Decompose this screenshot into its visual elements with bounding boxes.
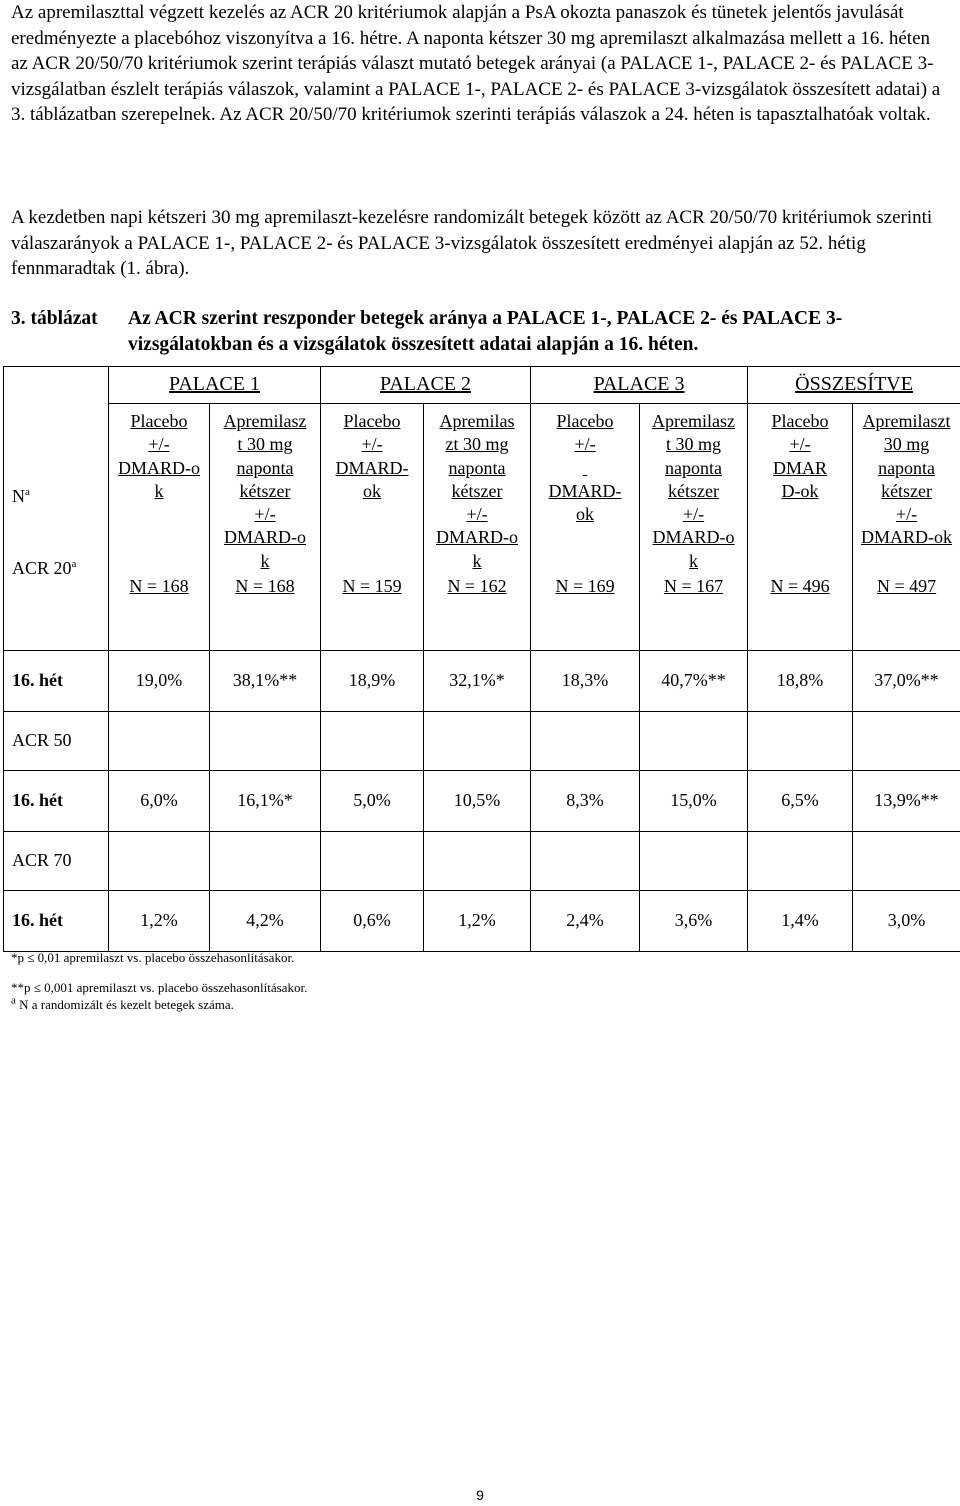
response-rate-cell: 1,2% [109, 891, 210, 952]
row-label-n: $N^a$ [12, 486, 30, 506]
arm-header-8 [853, 404, 960, 651]
response-rate-cell: 3,6% [640, 891, 748, 952]
arm-header-line: t 30 mg [666, 434, 722, 455]
response-rate-cell: 6,5% [748, 771, 853, 832]
response-rate-cell: 4,2% [210, 891, 321, 952]
arm-header-line: naponta [236, 457, 294, 478]
arm-header-line: DMARD-ok [861, 527, 953, 548]
group-header-palace-3: PALACE 3 [531, 367, 748, 404]
arm-header-line: Placebo [130, 411, 188, 431]
arm-header-line: +/- [466, 504, 488, 525]
response-rate-cell: 18,9% [321, 651, 424, 712]
response-rate-cell: 37,0%** [853, 651, 960, 712]
response-rate-cell: 1,4% [748, 891, 853, 952]
arm-header-line: +/- [574, 434, 596, 455]
page-number: 9 [476, 1487, 484, 1503]
arm-header-line: 30 mg [883, 434, 930, 455]
table-row [4, 891, 960, 952]
empty-cell [531, 832, 640, 891]
arm-header-line: DMARD- [548, 480, 622, 501]
response-rate-cell: 1,2% [424, 891, 531, 952]
arm-header-line: DMARD-o [652, 527, 735, 548]
arm-n-value: N = 496 [770, 576, 830, 596]
response-rate-cell: 15,0% [640, 771, 748, 832]
empty-cell [748, 712, 853, 771]
arm-header-line: Placebo [771, 411, 829, 431]
row-week-label: 16. hét [4, 771, 109, 832]
empty-cell [853, 832, 960, 891]
arm-header-line: Placebo [556, 411, 614, 431]
table-arm-header-row [4, 404, 960, 651]
arm-header-line: +/- [682, 504, 705, 525]
arm-header-line: DMARD-o [117, 457, 200, 478]
response-rate-cell: 6,0% [109, 771, 210, 832]
response-rate-cell: 18,3% [531, 651, 640, 712]
arm-n-value: N = 168 [129, 576, 189, 596]
empty-cell [531, 712, 640, 771]
response-rate-cell: 16,1%* [210, 771, 321, 832]
empty-cell [640, 832, 748, 891]
table-caption-number: 3. táblázat [11, 308, 98, 329]
arm-header-line: +/- [361, 434, 383, 455]
response-rate-cell: 19,0% [109, 651, 210, 712]
arm-header-line: DMAR [773, 457, 828, 478]
section-label: ACR 70 [4, 832, 109, 891]
arm-header-line: kétszer [451, 480, 503, 501]
arm-n-value: N = 168 [235, 576, 295, 596]
row-label-acr20: ACR 20$^a$ [12, 558, 77, 578]
response-rate-cell: 18,8% [748, 651, 853, 712]
response-rate-cell: 2,4% [531, 891, 640, 952]
arm-header-line: +/- [895, 504, 918, 525]
arm-header-line: +/- [148, 434, 170, 455]
arm-header-line: naponta [665, 457, 723, 478]
table-caption-text: Az ACR szerint reszponder betegek aránya a PALACE 1-, PALACE 2- és PALACE 3-vizsgálatokban és a vizsgálatok összesített adatai alapján a 16. héten. [128, 308, 843, 355]
section-row [4, 832, 960, 891]
arm-header-line: Placebo [343, 411, 401, 431]
arm-header-line: DMARD-o [436, 527, 519, 548]
footnotes [11, 950, 308, 1012]
arm-header-line: k [472, 550, 482, 571]
arm-header-line [531, 457, 639, 480]
response-rate-cell: 40,7%** [640, 651, 748, 712]
empty-cell [210, 832, 321, 891]
arm-header-line: zt 30 mg [445, 434, 509, 455]
arm-header-line: k [154, 480, 164, 501]
arm-header-line: naponta [878, 457, 936, 478]
arm-header-3 [321, 404, 424, 651]
arm-header-line: +/- [254, 504, 276, 525]
arm-header-4 [424, 404, 531, 651]
arm-header-line: kétszer [668, 480, 720, 501]
response-rate-cell: 3,0% [853, 891, 960, 952]
empty-cell [424, 832, 531, 891]
response-rate-cell: 10,5% [424, 771, 531, 832]
arm-header-line: Apremilas [439, 411, 515, 431]
arm-n-value: N = 162 [447, 576, 507, 596]
pooled-results-paragraph: A kezdetben napi kétszeri 30 mg apremilaszt-kezelésre randomizált betegek között az ACR 20/50/70 kritériumok szerinti válaszarányok a PALACE 1-, PALACE 2- és PALACE 3-vizsgálatok összesített eredményei alapján az 52. hétig fennmaradtak (1. ábra). [11, 207, 933, 279]
section-label: ACR 50 [4, 712, 109, 771]
response-rate-cell: 32,1%* [424, 651, 531, 712]
row-label-cell [4, 367, 109, 651]
table-row [4, 651, 960, 712]
arm-header-line: DMARD-o [224, 527, 307, 548]
response-rate-cell: 5,0% [321, 771, 424, 832]
footnote-n-definition: $^a$ N a randomizált és kezelt betegek száma. [11, 994, 234, 1012]
arm-header-line: t 30 mg [237, 434, 293, 455]
arm-header-line: Apremilasz [223, 411, 307, 431]
acr-response-table [3, 366, 960, 952]
group-header-palace-1: PALACE 1 [109, 367, 321, 404]
empty-cell [321, 832, 424, 891]
footnote-p0001: **p ≤ 0,001 apremilaszt vs. placebo összehasonlításakor. [11, 980, 308, 995]
response-rate-cell: 8,3% [531, 771, 640, 832]
row-week-label: 16. hét [4, 891, 109, 952]
arm-header-line: ok [576, 504, 595, 525]
empty-cell [321, 712, 424, 771]
empty-cell [424, 712, 531, 771]
arm-header-2 [210, 404, 321, 651]
arm-header-1 [109, 404, 210, 651]
arm-header-line: +/- [789, 434, 811, 455]
arm-header-line: Apremilaszt [862, 411, 951, 431]
group-header-palace-2: PALACE 2 [321, 367, 531, 404]
arm-n-value: N = 497 [876, 576, 937, 596]
section-row [4, 712, 960, 771]
arm-header-line: D-ok [781, 480, 819, 501]
empty-cell [748, 832, 853, 891]
table-group-header-row [4, 367, 960, 404]
empty-cell [109, 712, 210, 771]
arm-header-line: DMARD- [335, 457, 409, 478]
group-header-pooled: ÖSSZESÍTVE [748, 367, 960, 404]
empty-cell [853, 712, 960, 771]
arm-header-line: naponta [448, 457, 506, 478]
response-rate-cell: 13,9%** [853, 771, 960, 832]
arm-n-value: N = 159 [342, 576, 402, 596]
arm-header-5 [531, 404, 640, 651]
arm-header-line: kétszer [239, 480, 291, 501]
intro-paragraph: Az apremilaszttal végzett kezelés az ACR 20 kritériumok alapján a PsA okozta panaszok és tünetek jelentős javulását eredményezte a placebóhoz viszonyítva a 16. hétre. A naponta kétszer 30 mg apremilaszt alkalmazása mellett a 16. héten az ACR 20/50/70 kritériumok szerint terápiás választ mutató betegek arányai (a PALACE 1-, PALACE 2- és PALACE 3-vizsgálatban észlelt terápiás válaszok, valamint a PALACE 1-, PALACE 2- és PALACE 3-vizsgálatok összesített adatai) a 3. táblázatban szerepelnek. Az ACR 20/50/70 kritériumok szerinti terápiás válaszok a 24. héten is tapasztalhatóak voltak. [11, 2, 941, 125]
row-week-label: 16. hét [4, 651, 109, 712]
response-rate-cell: 38,1%** [210, 651, 321, 712]
arm-header-line: kétszer [881, 480, 933, 501]
arm-header-line: Apremilasz [652, 411, 736, 431]
arm-header-line: k [689, 550, 699, 571]
arm-header-line: ok [363, 480, 382, 501]
empty-cell [210, 712, 321, 771]
arm-n-value: N = 167 [663, 576, 724, 596]
arm-header-7 [748, 404, 853, 651]
arm-header-line: k [260, 550, 270, 571]
footnote-p001: *p ≤ 0,01 apremilaszt vs. placebo összehasonlításakor. [11, 950, 295, 965]
empty-cell [109, 832, 210, 891]
empty-cell [640, 712, 748, 771]
arm-n-value: N = 169 [555, 576, 615, 596]
table-row [4, 771, 960, 832]
arm-header-6 [640, 404, 748, 651]
response-rate-cell: 0,6% [321, 891, 424, 952]
